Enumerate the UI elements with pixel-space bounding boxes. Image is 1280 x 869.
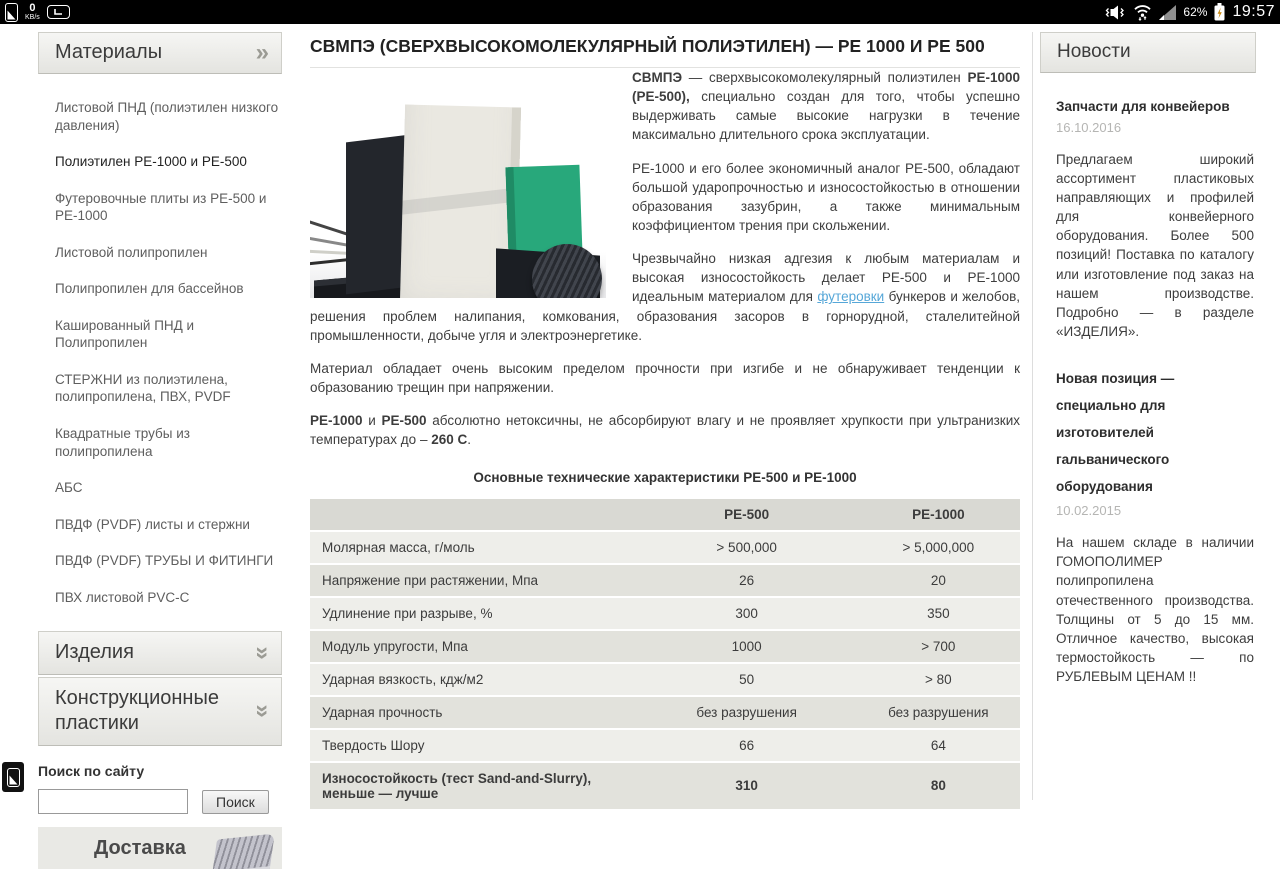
news-item-body: На нашем складе в наличии ГОМОПОЛИМЕР полипропилена отечественного производства. Толщины от 5 до 15 мм. Отличное качество, высокая термостойкость — по РУБЛЕВЫМ ЦЕНАМ !!	[1056, 535, 1254, 685]
spec-value-pe1000: 64	[857, 730, 1020, 761]
specs-row	[310, 598, 1020, 629]
network-speed: 0 KB/s	[25, 2, 40, 21]
spec-param: Модуль упругости, Мпа	[310, 631, 637, 662]
paragraph: СВМПЭ — сверхвысокомолекулярный полиэтилен PE-1000 (PE-500), специально создан для того, чтобы успешно выдерживать самые высокие нагрузки в течение максимально длительного срока эксплуатации.	[632, 69, 1020, 143]
spec-value-pe500: 26	[637, 565, 857, 596]
specs-row	[310, 565, 1020, 596]
chevron-right-icon: »	[255, 38, 269, 66]
spec-value-pe1000: 80	[857, 763, 1020, 809]
spec-value-pe1000: 350	[857, 598, 1020, 629]
article-body	[310, 68, 1020, 450]
battery-charging-icon	[1214, 3, 1225, 21]
browser-page	[0, 24, 1280, 860]
specs-col-param	[310, 499, 637, 530]
sidebar-item[interactable]: ПВХ листовой PVC-C	[55, 589, 190, 605]
spec-param: Твердость Шору	[310, 730, 637, 761]
specs-row	[310, 730, 1020, 761]
news-item-date: 16.10.2016	[1056, 119, 1122, 135]
news-list	[1040, 97, 1256, 686]
sidebar-menu	[38, 74, 282, 627]
search-input[interactable]	[38, 789, 188, 814]
spec-param: Молярная масса, г/моль	[310, 532, 637, 563]
spec-value-pe500: 310	[637, 763, 857, 809]
sidebar-item[interactable]: Кашированный ПНД и Полипропилен	[55, 317, 195, 351]
paragraph: Чрезвычайно низкая адгезия к любым материалам и высокая износостойкость делает PE-500 и PE-1000 идеальным материалом для футеровки бункеров и желобов, решения проблем налипания, комкования, образования засоров в горнорудной, сталелитейной промышленности, добыче угля и электроэнергетике.	[310, 251, 1021, 343]
spec-value-pe1000: > 700	[857, 631, 1020, 662]
specs-row	[310, 664, 1020, 695]
wifi-icon	[1133, 4, 1152, 21]
sidebar-item[interactable]: Квадратные трубы из полипропилена	[55, 426, 190, 459]
spec-value-pe1000: без разрушения	[857, 697, 1020, 728]
chevron-down-icon: »	[249, 704, 277, 718]
news-item	[1040, 365, 1256, 686]
sidebar-item[interactable]: Полипропилен для бассейнов	[55, 281, 244, 297]
sidebar-section-header[interactable]	[38, 631, 282, 675]
sidebar-item[interactable]: АБС	[55, 480, 83, 496]
paragraph: PE-1000 и PE-500 абсолютно нетоксичны, не абсорбируют влагу и не проявляет хрупкости при ультранизких температурах до – 260 С.	[310, 413, 1020, 448]
sidebar-item[interactable]: Листовой полипропилен	[55, 244, 208, 260]
spec-value-pe1000: > 5,000,000	[857, 532, 1020, 563]
spec-param: Ударная прочность	[310, 697, 637, 728]
section-label: Изделия	[55, 641, 134, 664]
chevron-down-icon: »	[249, 646, 277, 660]
materials-header-label: Материалы	[55, 41, 163, 63]
materials-sidebar	[38, 32, 282, 869]
column-divider	[1032, 32, 1033, 800]
cell-signal-icon	[1159, 5, 1176, 20]
spec-value-pe500: 50	[637, 664, 857, 695]
news-item-date: 10.02.2015	[1056, 503, 1122, 519]
specs-row	[310, 763, 1020, 809]
article	[310, 24, 1020, 811]
specs-table	[310, 497, 1020, 811]
delivery-banner-title: Доставка	[94, 837, 186, 860]
news-item-title[interactable]: Запчасти для конвейеров	[1056, 99, 1230, 114]
spec-value-pe1000: 20	[857, 565, 1020, 596]
clock: 19:57	[1232, 3, 1275, 20]
spec-value-pe500: 66	[637, 730, 857, 761]
vibrate-mode-icon	[1105, 4, 1126, 21]
delivery-pallet-image	[211, 834, 274, 869]
page-title: СВМПЭ (СВЕРХВЫСОКОМОЛЕКУЛЯРНЫЙ ПОЛИЭТИЛЕН) — PE 1000 И PE 500	[310, 36, 985, 56]
android-status-bar	[0, 0, 1280, 24]
sidebar-item[interactable]: ПВДФ (PVDF) листы и стержни	[55, 516, 250, 532]
news-item-title[interactable]: Новая позиция — специально для изготовителей гальванического оборудования	[1056, 371, 1175, 495]
specs-table-body	[310, 499, 1020, 809]
specs-header-row	[310, 499, 1020, 530]
battery-percent: 62%	[1183, 5, 1208, 19]
news-item	[1040, 97, 1256, 341]
paragraph: Материал обладает очень высоким пределом прочности при изгибе и не обнаруживает тенденции к образованию трещин при напряжении.	[310, 360, 1020, 396]
sidebar-item[interactable]: Полиэтилен PE-1000 и PE-500	[55, 154, 247, 170]
delivery-banner[interactable]	[38, 827, 282, 869]
spec-param: Удлинение при разрыве, %	[310, 598, 637, 629]
spec-value-pe500: > 500,000	[637, 532, 857, 563]
spec-value-pe1000: > 80	[857, 664, 1020, 695]
spec-value-pe500: 1000	[637, 631, 857, 662]
spec-value-pe500: 300	[637, 598, 857, 629]
sidebar-sections	[38, 631, 282, 746]
section-label: Конструкционные пластики	[55, 687, 219, 735]
site-search-label: Поиск по сайту	[38, 763, 145, 780]
sidebar-item[interactable]: Листовой ПНД (полиэтилен низкого давления)	[55, 100, 279, 133]
news-item-body: Предлагаем широкий ассортимент пластиковых направляющих и профилей для конвейерного оборудования. Более 500 позиций! Поставка по каталогу или изготовление под заказ на нашем производстве. Подробно — в разделе «ИЗДЕЛИЯ».	[1056, 151, 1254, 339]
specs-col-pe1000: PE-1000	[857, 499, 1020, 530]
materials-accordion-header[interactable]	[38, 32, 282, 74]
spec-param: Износостойкость (тест Sand-and-Slurry), меньше — лучше	[310, 763, 637, 809]
spec-value-pe500: без разрушения	[637, 697, 857, 728]
news-header	[1040, 32, 1256, 73]
spec-param: Напряжение при растяжении, Мпа	[310, 565, 637, 596]
specs-row	[310, 697, 1020, 728]
futerovka-link[interactable]: футеровки	[817, 289, 885, 305]
data-monitor-icon	[5, 3, 18, 22]
specs-row	[310, 631, 1020, 662]
product-photo	[310, 84, 606, 298]
usb-connection-icon	[47, 5, 70, 19]
specs-table-caption: Основные технические характеристики PE-500 и PE-1000	[473, 469, 857, 485]
specs-col-pe500: PE-500	[637, 499, 857, 530]
sidebar-item[interactable]: Футеровочные плиты из PE-500 и PE-1000	[55, 190, 267, 224]
news-sidebar	[1040, 32, 1256, 686]
sidebar-item[interactable]: СТЕРЖНИ из полиэтилена, полипропилена, ПВХ, PVDF	[55, 371, 231, 405]
spec-param: Ударная вязкость, кдж/м2	[310, 664, 637, 695]
sidebar-section-header[interactable]	[38, 677, 282, 746]
search-button[interactable]: Поиск	[202, 790, 269, 814]
sidebar-item[interactable]: ПВДФ (PVDF) ТРУБЫ И ФИТИНГИ	[55, 553, 274, 569]
data-monitor-overlay-icon	[2, 762, 24, 792]
paragraph: PE-1000 и его более экономичный аналог PE-500, обладают большой ударопрочностью и износостойкостью в отношении образования зазубрин, а также минимальным коэффициентом трения при скольжении.	[632, 160, 1020, 233]
specs-row	[310, 532, 1020, 563]
news-header-label: Новости	[1057, 41, 1131, 62]
